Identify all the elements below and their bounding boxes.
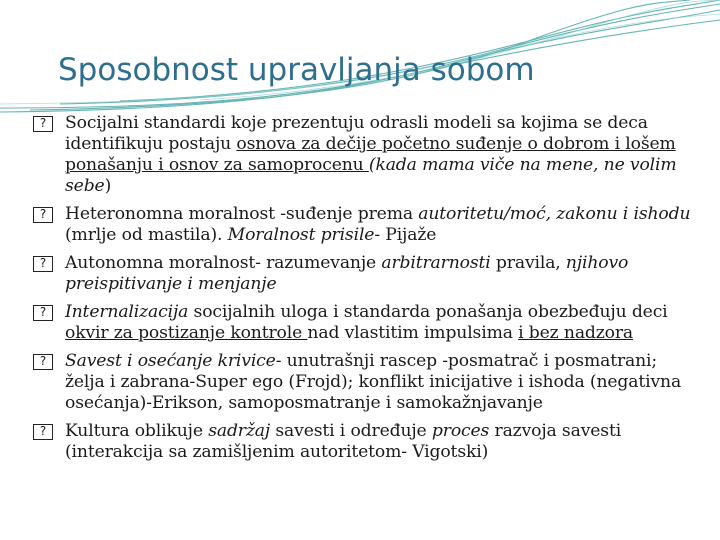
bullet-item: [33, 351, 698, 414]
bullet-text: razvoja savesti (interakcija sa zamišljenim autoritetom- Vigotski): [65, 421, 622, 462]
bullet-marker-icon: ?: [33, 256, 53, 272]
bullet-marker-icon: ?: [33, 354, 53, 370]
bullet-text: Autonomna moralnost- razumevanje: [65, 253, 382, 273]
bullet-item: [33, 204, 698, 246]
bullet-text: Heteronomna moralnost -suđenje prema: [65, 204, 419, 224]
bullet-item: [33, 113, 698, 197]
bullet-item: [33, 421, 698, 463]
bullet-text: (kada mama viče na mene, ne volim sebe: [65, 155, 677, 196]
bullet-text: Internalizacija: [65, 302, 189, 322]
bullet-text: sadržaj: [208, 421, 271, 441]
bullet-text: njihovo preispitivanje i menjanje: [65, 253, 629, 294]
bullet-marker-icon: ?: [33, 424, 53, 440]
bullet-text: - unutrašnji rascep -posmatrač i posmatrani; želja i zabrana-Super ego (Frojd); konflikt inicijative i ishoda (negativna osećanja)-Erikson, samoposmatranje i samokažnjavanje: [65, 351, 682, 413]
bullet-text: i bez nadzora: [518, 323, 634, 343]
bullet-text: Socijalni standardi koje prezentuju odrasli modeli sa kojima se deca identifikuju postaju: [65, 113, 648, 154]
bullet-text: ): [104, 176, 112, 196]
bullet-marker-icon: ?: [33, 207, 53, 223]
bullet-text: proces: [431, 421, 490, 441]
bullet-list: [33, 113, 698, 470]
bullet-marker-icon: ?: [33, 305, 53, 321]
slide-title: Sposobnost upravljanja sobom: [58, 52, 535, 88]
bullet-marker-icon: ?: [33, 116, 53, 132]
bullet-text: savesti i određuje: [270, 421, 432, 441]
bullet-item: [33, 253, 698, 295]
bullet-text: arbitrarnosti: [381, 253, 491, 273]
bullet-text: - Pijaže: [374, 225, 437, 245]
bullet-text: nad vlastitim impulsima: [307, 323, 519, 343]
bullet-text: osnova za dečije početno suđenje o dobrom i lošem ponašanju i osnov za samoprocenu: [65, 134, 676, 175]
bullet-text: Moralnost prisile: [227, 225, 375, 245]
bullet-text: pravila,: [490, 253, 566, 273]
bullet-item: [33, 302, 698, 344]
bullet-text: socijalnih uloga i standarda ponašanja obezbeđuju deci: [188, 302, 668, 322]
bullet-text: autoritetu/moć, zakonu i ishodu: [418, 204, 691, 224]
bullet-text: okvir za postizanje kontrole: [65, 323, 308, 343]
bullet-text: Kultura oblikuje: [65, 421, 209, 441]
bullet-text: (mrlje od mastila).: [65, 225, 228, 245]
bullet-text: Savest i osećanje krivice: [65, 351, 276, 371]
